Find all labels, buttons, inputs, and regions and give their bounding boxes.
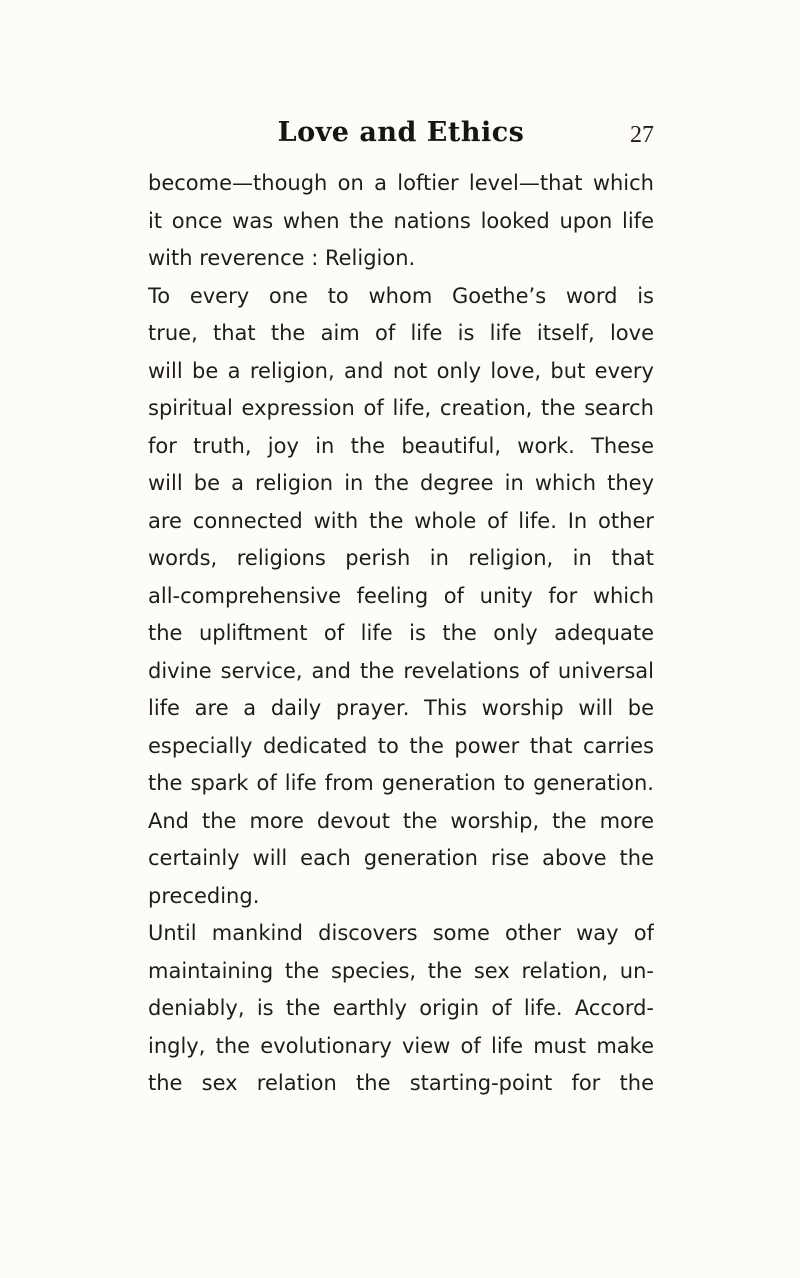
text-line: deniably, is the earthly origin of life. Accord- (148, 996, 654, 1020)
text-line: are connected with the whole of life. In other (148, 508, 654, 533)
text-line: true, that the aim of life is life itself, love (148, 321, 654, 345)
text-line: maintaining the species, the sex relation, un- (148, 958, 654, 983)
running-title: Love and Ethics (277, 117, 525, 148)
text-line: will be a religion, and not only love, but every (148, 358, 654, 383)
text-line: become—though on a loftier level—that which (148, 171, 654, 195)
body-text (148, 165, 654, 1103)
text-line: divine service, and the revelations of universal (148, 658, 654, 683)
text-line: words, religions perish in religion, in that (148, 546, 654, 570)
running-head (148, 118, 654, 158)
text-line: it once was when the nations looked upon life (148, 208, 654, 233)
text-line: certainly will each generation rise above the (148, 846, 654, 870)
text-line: with reverence : Religion. (148, 246, 416, 270)
text-line: the spark of life from generation to generation. (148, 771, 654, 795)
text-line: for truth, joy in the beautiful, work. These (148, 433, 654, 458)
text-line: Until mankind discovers some other way of (148, 921, 654, 945)
text-line: To every one to whom Goethe’s word is (148, 283, 654, 308)
text-line: especially dedicated to the power that carries (148, 733, 654, 758)
text-line: life are a daily prayer. This worship will be (148, 696, 654, 720)
text-line: the upliftment of life is the only adequate (148, 621, 654, 645)
text-line: spiritual expression of life, creation, the search (148, 396, 654, 420)
text-line: will be a religion in the degree in which they (148, 471, 654, 495)
text-line: And the more devout the worship, the more (148, 808, 654, 833)
text-line: ingly, the evolutionary view of life must make (148, 1033, 654, 1058)
page-number: 27 (630, 122, 654, 148)
text-line: preceding. (148, 883, 260, 908)
text-line: the sex relation the starting-point for the (148, 1071, 654, 1095)
text-line: all-comprehensive feeling of unity for which (148, 583, 654, 608)
